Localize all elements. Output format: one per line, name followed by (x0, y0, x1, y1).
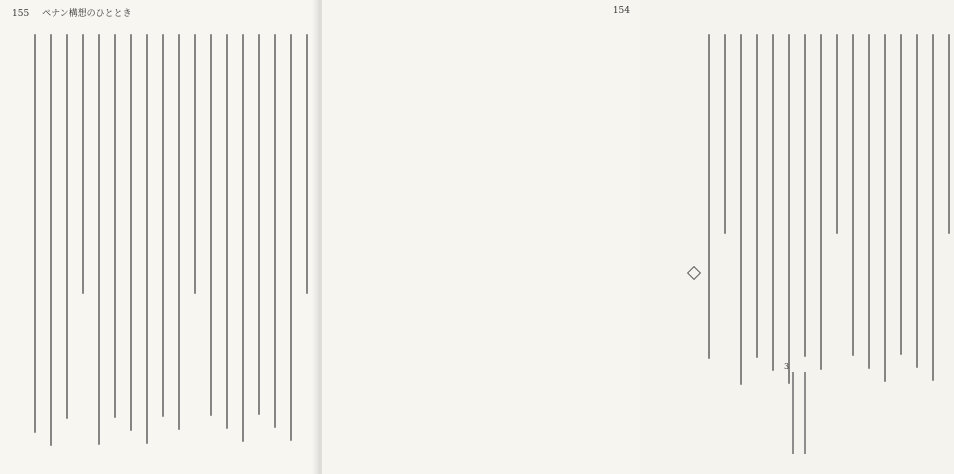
text-column (720, 34, 730, 454)
text-column (46, 34, 56, 454)
left-body-text (14, 34, 310, 454)
left-page-number: 155 (12, 9, 30, 19)
left-page-header (12, 6, 132, 19)
text-column (126, 34, 136, 454)
text-line (724, 34, 726, 234)
footnote-marker: 3 (784, 362, 790, 371)
text-column (768, 34, 778, 454)
text-line (146, 34, 148, 444)
text-line (226, 34, 228, 429)
footnote-text-line (804, 372, 806, 454)
text-column (190, 34, 200, 454)
text-line (788, 34, 790, 384)
text-column (848, 34, 858, 454)
text-column (270, 34, 280, 454)
text-line (740, 34, 742, 385)
text-line (306, 34, 308, 294)
text-line (82, 34, 84, 294)
text-line (820, 34, 822, 370)
text-line (162, 34, 164, 417)
text-line (130, 34, 132, 431)
text-line (804, 34, 806, 357)
text-line (114, 34, 116, 418)
text-line (932, 34, 934, 381)
text-line (708, 34, 710, 359)
text-column (752, 34, 762, 454)
text-line (836, 34, 838, 234)
text-column (222, 34, 232, 454)
text-column (736, 34, 746, 454)
footnote (784, 362, 824, 458)
text-column (896, 34, 906, 454)
text-line (900, 34, 902, 355)
text-line (210, 34, 212, 416)
footnote-text-line (792, 372, 794, 454)
left-body-columns (14, 34, 310, 454)
text-column (78, 34, 88, 454)
text-column (174, 34, 184, 454)
text-line (884, 34, 886, 382)
left-running-title: ペナン構想のひととき (42, 9, 132, 19)
text-column (928, 34, 938, 454)
text-line (290, 34, 292, 441)
text-column (912, 34, 922, 454)
text-column (238, 34, 248, 454)
text-column (254, 34, 264, 454)
text-line (916, 34, 918, 368)
text-column (302, 34, 312, 454)
text-line (178, 34, 180, 430)
text-line (34, 34, 36, 433)
text-line (242, 34, 244, 442)
text-line (756, 34, 758, 358)
text-line (852, 34, 854, 356)
text-line (274, 34, 276, 428)
text-line (50, 34, 52, 446)
text-line (66, 34, 68, 419)
text-column (110, 34, 120, 454)
text-line (772, 34, 774, 371)
text-line (258, 34, 260, 415)
text-column (30, 34, 40, 454)
text-column (94, 34, 104, 454)
text-column (864, 34, 874, 454)
right-page (322, 0, 790, 474)
right-page-header (613, 6, 630, 16)
text-column (206, 34, 216, 454)
text-column (944, 34, 954, 454)
text-column (704, 34, 714, 454)
text-column (832, 34, 842, 454)
text-column (62, 34, 72, 454)
text-column (286, 34, 296, 454)
text-column (142, 34, 152, 454)
text-column (880, 34, 890, 454)
left-page (0, 0, 318, 474)
text-column (158, 34, 168, 454)
text-line (868, 34, 870, 369)
right-page-number: 154 (612, 6, 630, 16)
text-line (98, 34, 100, 445)
text-line (194, 34, 196, 294)
text-line (948, 34, 950, 234)
